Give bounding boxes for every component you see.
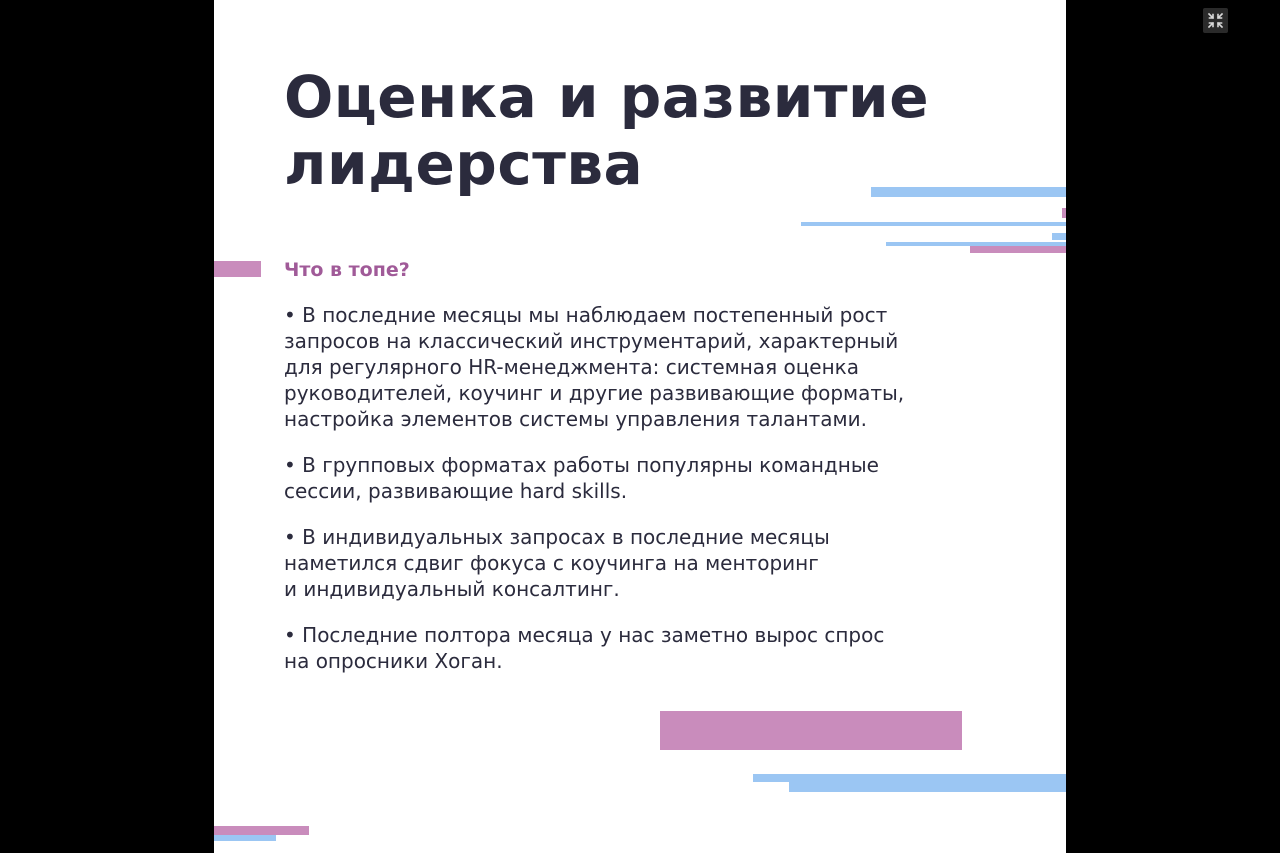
slide (214, 0, 1066, 853)
bullet-line: на опросники Хоган. (284, 649, 503, 673)
bullet-line: руководителей, коучинг и другие развивающие форматы, (284, 381, 905, 405)
subtitle-marker (214, 261, 261, 277)
bullet-line: • В групповых форматах работы популярны командные (284, 453, 879, 477)
bullet-line: настройка элементов системы управления талантами. (284, 407, 867, 431)
bullet-item (284, 622, 1004, 674)
bullet-item (284, 452, 1004, 504)
bullet-line: для регулярного HR-менеджмента: системная оценка (284, 355, 860, 379)
decor-bar (660, 711, 962, 750)
slide-title-line-1: Оценка и развитие (284, 63, 930, 131)
bullet-line: • В индивидуальных запросах в последние месяцы (284, 525, 830, 549)
bullet-line: наметился сдвиг фокуса с коучинга на менторинг (284, 551, 819, 575)
decor-bar (789, 782, 1066, 792)
exit-fullscreen-button[interactable] (1203, 8, 1228, 33)
bullet-line: и индивидуальный консалтинг. (284, 577, 620, 601)
bullet-list (284, 302, 1004, 694)
decor-bar (970, 246, 1066, 253)
bullet-line: • В последние месяцы мы наблюдаем постепенный рост (284, 303, 888, 327)
decor-bar (1052, 233, 1066, 240)
decor-bar (1062, 208, 1066, 218)
slide-subtitle: Что в топе? (284, 259, 410, 281)
bullet-line: запросов на классический инструментарий, характерный (284, 329, 899, 353)
bullet-item (284, 524, 1004, 602)
slide-title-line-2: лидерства (284, 130, 644, 198)
decor-bar (214, 826, 309, 835)
decor-bar (801, 222, 1066, 226)
bullet-line: • Последние полтора месяца у нас заметно вырос спрос (284, 623, 885, 647)
decor-bar (871, 187, 1066, 197)
decor-bar (753, 774, 1066, 782)
slide-title (284, 64, 929, 198)
exit-fullscreen-icon (1203, 8, 1228, 33)
decor-bar (214, 835, 276, 841)
bullet-line: сессии, развивающие hard skills. (284, 479, 628, 503)
bullet-item (284, 302, 1004, 432)
